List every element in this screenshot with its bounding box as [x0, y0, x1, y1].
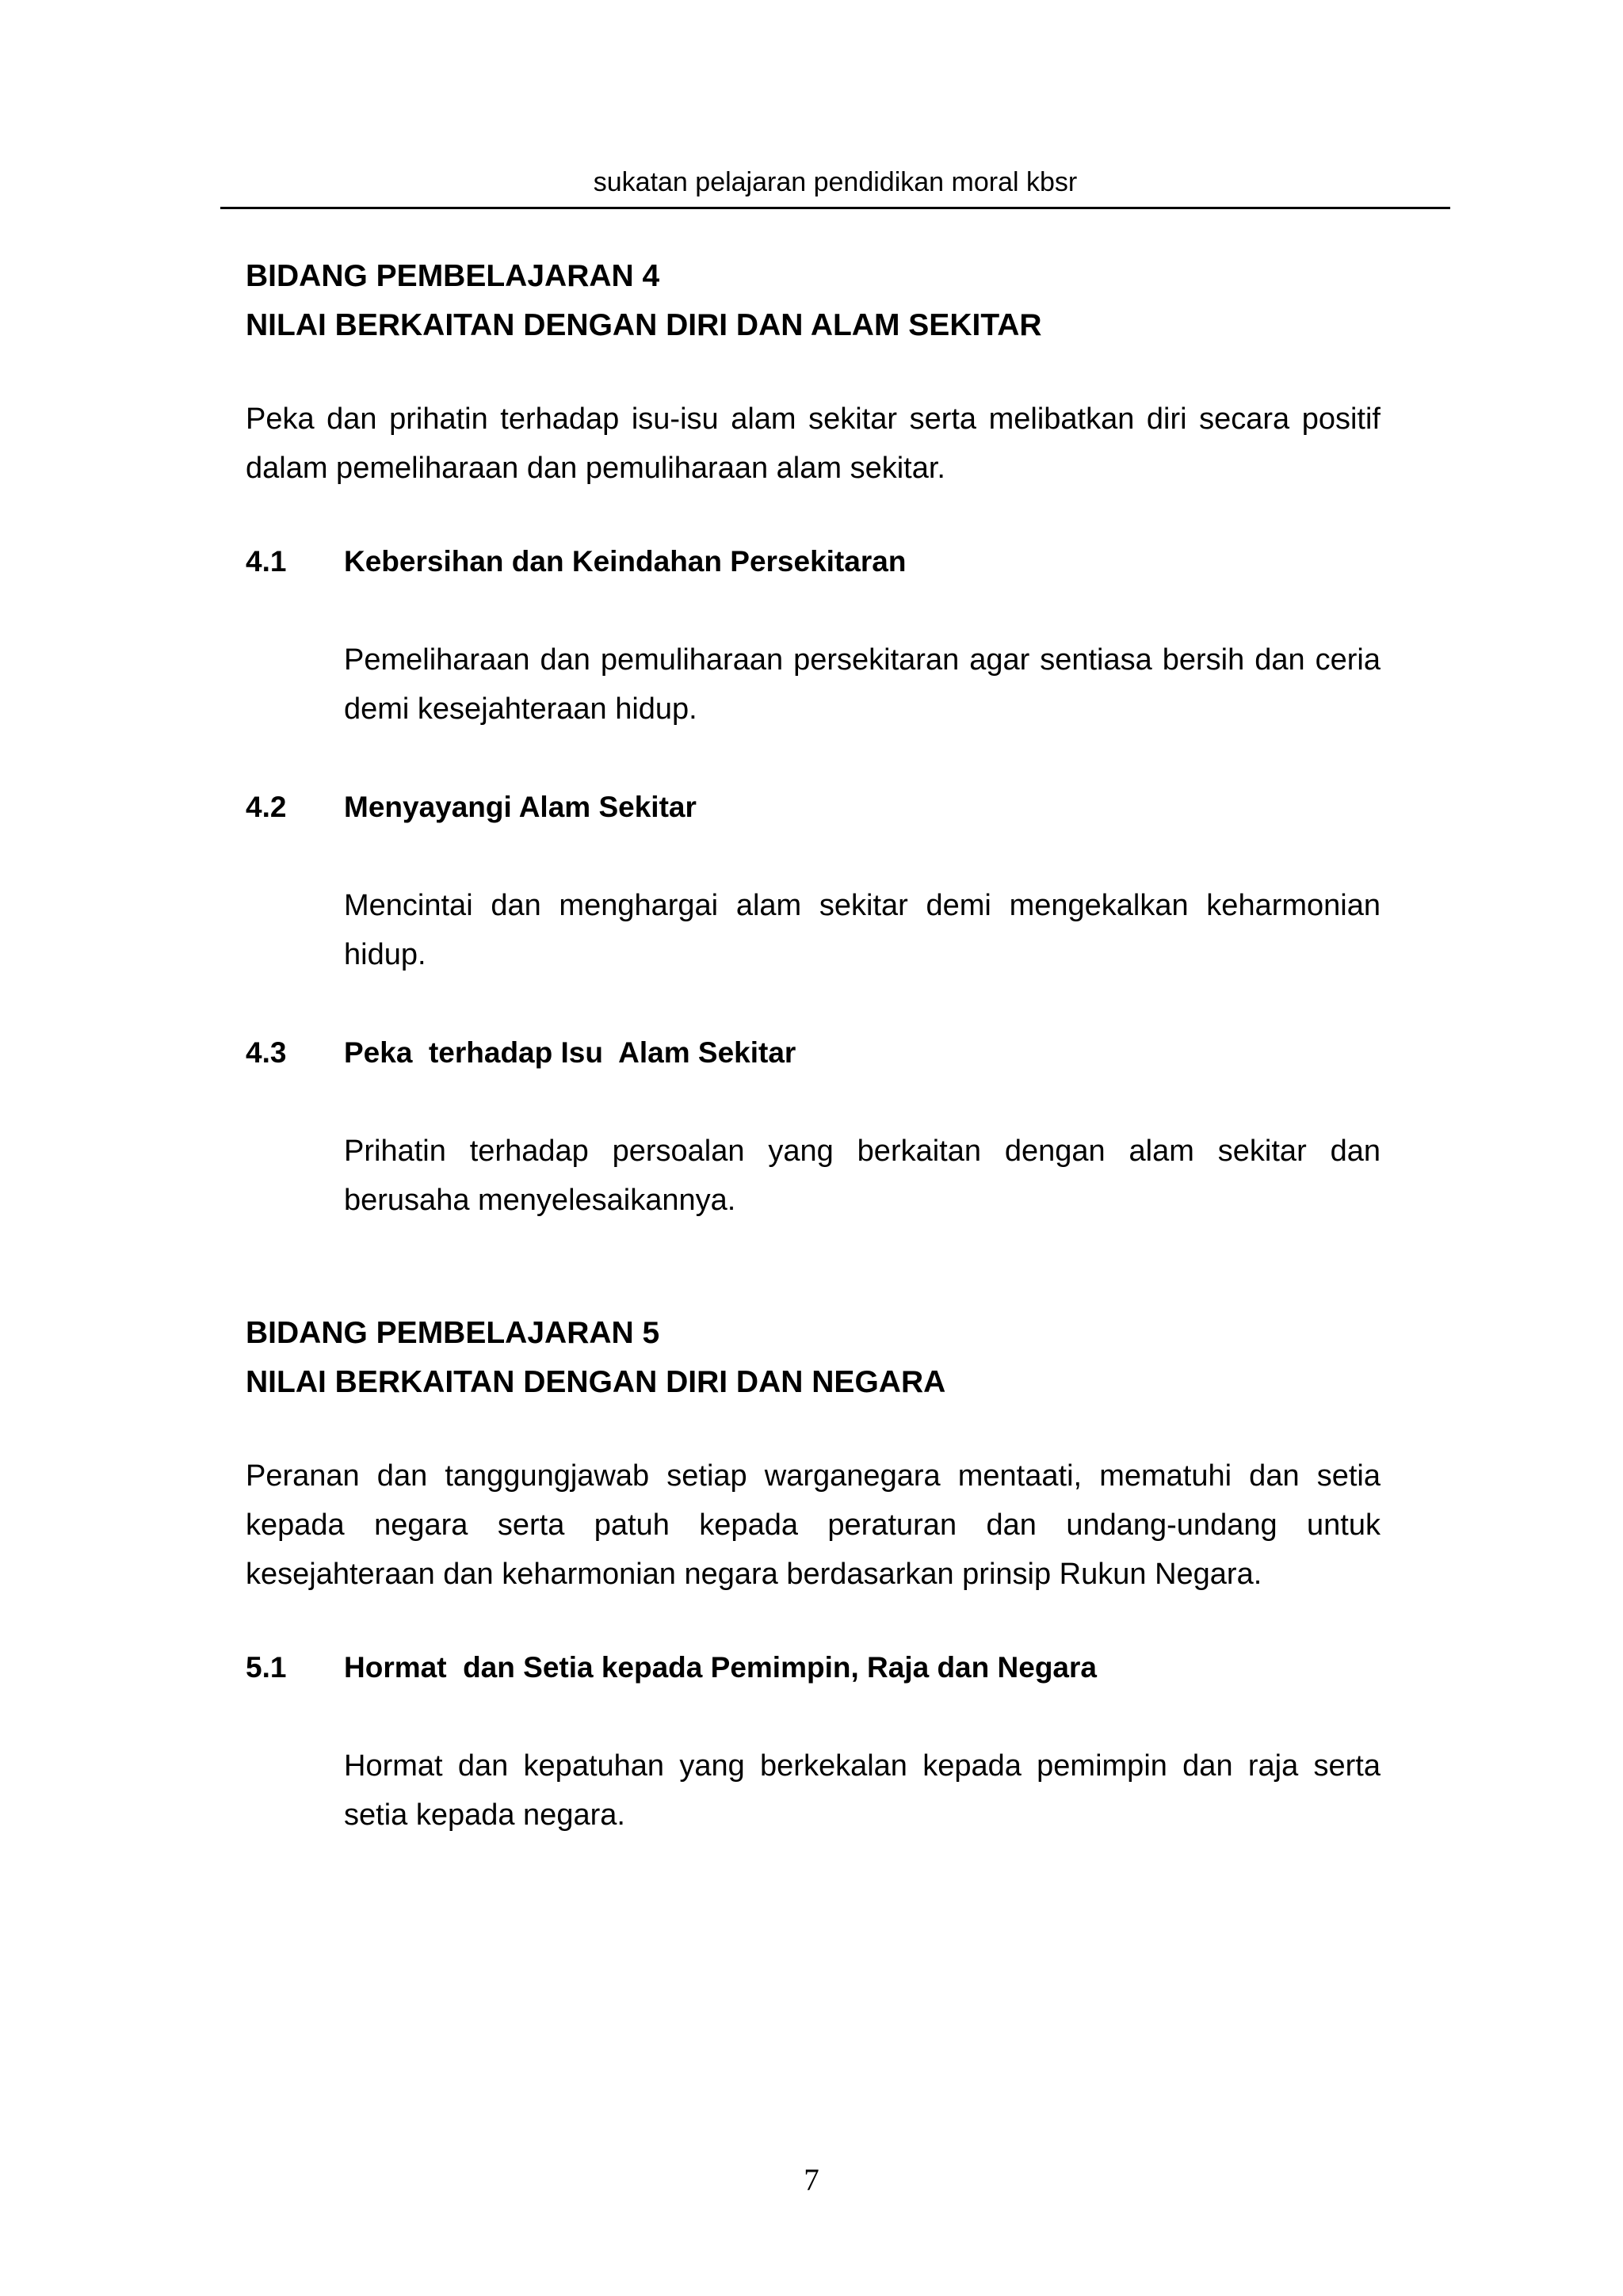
subsection-title-5-1 [246, 1643, 1381, 1692]
section-heading-5-line2: NILAI BERKAITAN DENGAN DIRI DAN NEGARA [246, 1365, 946, 1399]
section-heading-4 [246, 252, 1381, 350]
subsection-title-4-2 [246, 783, 1381, 832]
subsection-body-4-1: Pemeliharaan dan pemuliharaan persekitaran agar sentiasa bersih dan ceria demi kesejahteraan hidup. [344, 643, 1381, 726]
header-rule [220, 207, 1450, 209]
section-heading-4-line1: BIDANG PEMBELAJARAN 4 [246, 259, 660, 293]
section-4-intro: Peka dan prihatin terhadap isu-isu alam sekitar serta melibatkan diri secara positif dalam pemeliharaan dan pemuliharaan alam sekitar. [246, 402, 1381, 485]
subsection-title-text: Hormat dan Setia kepada Pemimpin, Raja dan Negara [344, 1651, 1097, 1684]
subsection-number: 4.1 [246, 545, 287, 578]
subsection-title-text: Kebersihan dan Keindahan Persekitaran [344, 545, 907, 578]
subsection-number: 5.1 [246, 1651, 287, 1684]
subsection-title-text: Menyayangi Alam Sekitar [344, 791, 697, 823]
subsection-body-4-3: Prihatin terhadap persoalan yang berkaitan dengan alam sekitar dan berusaha menyelesaikannya. [344, 1135, 1381, 1217]
subsection-number: 4.2 [246, 791, 287, 823]
running-header: sukatan pelajaran pendidikan moral kbsr [593, 167, 1078, 197]
section-heading-4-line2: NILAI BERKAITAN DENGAN DIRI DAN ALAM SEKITAR [246, 308, 1042, 342]
subsection-title-4-3 [246, 1028, 1381, 1077]
subsection-title-4-1 [246, 537, 1381, 586]
subsection-body-4-2: Mencintai dan menghargai alam sekitar demi mengekalkan keharmonian hidup. [344, 889, 1381, 971]
subsection-number: 4.3 [246, 1036, 287, 1069]
section-5-intro: Peranan dan tanggungjawab setiap warganegara mentaati, mematuhi dan setia kepada negara serta patuh kepada peraturan dan undang-undang untuk kesejahteraan dan keharmonian negara berdasarkan prinsip Rukun Negara. [246, 1459, 1381, 1591]
page-number: 7 [804, 2163, 819, 2197]
page-content [246, 252, 1381, 1840]
subsection-body-5-1: Hormat dan kepatuhan yang berkekalan kepada pemimpin dan raja serta setia kepada negara. [344, 1749, 1381, 1832]
subsection-title-text: Peka terhadap Isu Alam Sekitar [344, 1036, 796, 1069]
section-heading-5-line1: BIDANG PEMBELAJARAN 5 [246, 1316, 660, 1350]
section-heading-5 [246, 1309, 1381, 1407]
